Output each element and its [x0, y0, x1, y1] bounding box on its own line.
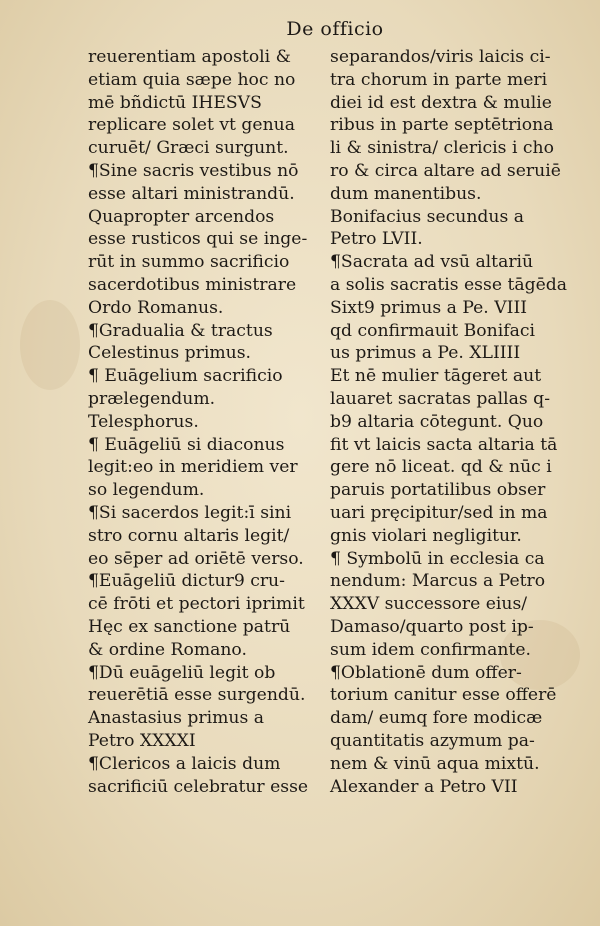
text-line: ¶Clericos a laicis dum	[88, 753, 281, 774]
text-line: so legendum.	[88, 480, 205, 501]
text-line: quantitatis azymum pa-	[330, 730, 535, 751]
text-line: ¶ Symbolū in ecclesia ca	[330, 548, 545, 569]
text-line: dum manentibus.	[330, 183, 482, 204]
text-line: sacrificiū celebratur esse	[88, 776, 309, 797]
text-line: Quapropter arcendos	[88, 206, 275, 227]
text-line: gnis violari negligitur.	[330, 525, 522, 546]
text-line: esse rusticos qui se inge-	[88, 229, 308, 250]
text-line: Celestinus primus.	[88, 343, 252, 364]
text-line: Telesphorus.	[88, 411, 199, 432]
text-line: li & sinistra/ clericis i cho	[330, 138, 554, 159]
text-line: & ordine Romano.	[88, 639, 247, 660]
text-line: prælegendum.	[88, 388, 216, 409]
text-line: torium canitur esse offerē	[330, 685, 557, 706]
text-line: ¶Sacrata ad vsū altariū	[330, 252, 534, 273]
text-line: lauaret sacratas pallas q-	[330, 388, 550, 409]
text-line: gere nō liceat. qd & nūc i	[330, 457, 552, 478]
text-line: cē frōti et pectori iprimit	[88, 594, 305, 615]
text-line: Alexander a Petro VII	[330, 776, 518, 797]
text-line: Damaso/quarto post ip-	[330, 616, 534, 637]
right-column	[330, 46, 568, 798]
text-line: ¶ Euāgelium sacrificio	[88, 366, 283, 387]
text-line: sum idem confirmante.	[330, 639, 531, 660]
text-line: eo sēper ad oriētē verso.	[88, 548, 304, 569]
text-line: Hęc ex sanctione patrū	[88, 616, 291, 637]
text-line: esse altari ministrandū.	[88, 183, 295, 204]
text-line: a solis sacratis esse tāgēda	[330, 274, 568, 295]
text-line: replicare solet vt genua	[88, 115, 295, 136]
text-line: Bonifacius secundus a	[330, 206, 524, 227]
text-line: rūt in summo sacrificio	[88, 252, 290, 273]
text-line: Sixt9 primus a Pe. VIII	[330, 297, 528, 318]
text-line: uari pręcipitur/sed in ma	[330, 502, 548, 523]
text-line: curuēt/ Græci surgunt.	[88, 138, 289, 159]
text-line: Anastasius primus a	[88, 708, 264, 729]
running-title-text: De officio	[286, 18, 384, 40]
text-line: nem & vinū aqua mixtū.	[330, 753, 540, 774]
text-line: reuerētiā esse surgendū.	[88, 685, 306, 706]
text-line: ¶Euāgeliū dictur9 cru-	[88, 571, 285, 592]
text-line: Petro XXXXI	[88, 730, 196, 751]
text-line: ¶Gradualia & tractus	[88, 320, 273, 341]
text-line: etiam quia sæpe hoc no	[88, 69, 296, 90]
text-line: tra chorum in parte meri	[330, 69, 548, 90]
running-title	[0, 18, 600, 40]
text-line: qd confirmauit Bonifaci	[330, 320, 535, 341]
text-line: reuerentiam apostoli &	[88, 47, 291, 67]
text-line: mē bñdictū IHESVS	[88, 92, 262, 113]
text-line: sacerdotibus ministrare	[88, 274, 297, 295]
text-line: Petro LVII.	[330, 229, 423, 250]
text-line: ¶Dū euāgeliū legit ob	[88, 662, 276, 683]
text-line: b9 altaria cōtegunt. Quo	[330, 411, 544, 432]
text-line: paruis portatilibus obser	[330, 480, 546, 501]
text-line: us primus a Pe. XLIIII	[330, 343, 521, 364]
text-line: legit:eo in meridiem ver	[88, 457, 298, 478]
left-column	[88, 46, 318, 798]
text-line: Ordo Romanus.	[88, 297, 224, 318]
text-line: nendum: Marcus a Petro	[330, 571, 546, 592]
text-line: ¶Oblationē dum offer-	[330, 662, 522, 683]
text-line: separandos/viris laicis ci-	[330, 47, 551, 67]
text-line: ¶Si sacerdos legit:ī sini	[88, 502, 292, 523]
text-line: XXXV successore eius/	[330, 594, 528, 615]
text-line: fit vt laicis sacta altaria tā	[330, 434, 558, 455]
text-line: Et nē mulier tāgeret aut	[330, 366, 542, 387]
text-line: ¶Sine sacris vestibus nō	[88, 160, 299, 181]
text-line: ¶ Euāgeliū si diaconus	[88, 434, 285, 455]
text-line: ro & circa altare ad seruiē	[330, 160, 561, 181]
paper-stain	[20, 300, 80, 390]
text-line: diei id est dextra & mulie	[330, 92, 552, 113]
text-line: dam/ eumq fore modicæ	[330, 708, 543, 729]
text-line: ribus in parte septētriona	[330, 115, 554, 136]
text-line: stro cornu altaris legit/	[88, 525, 290, 546]
